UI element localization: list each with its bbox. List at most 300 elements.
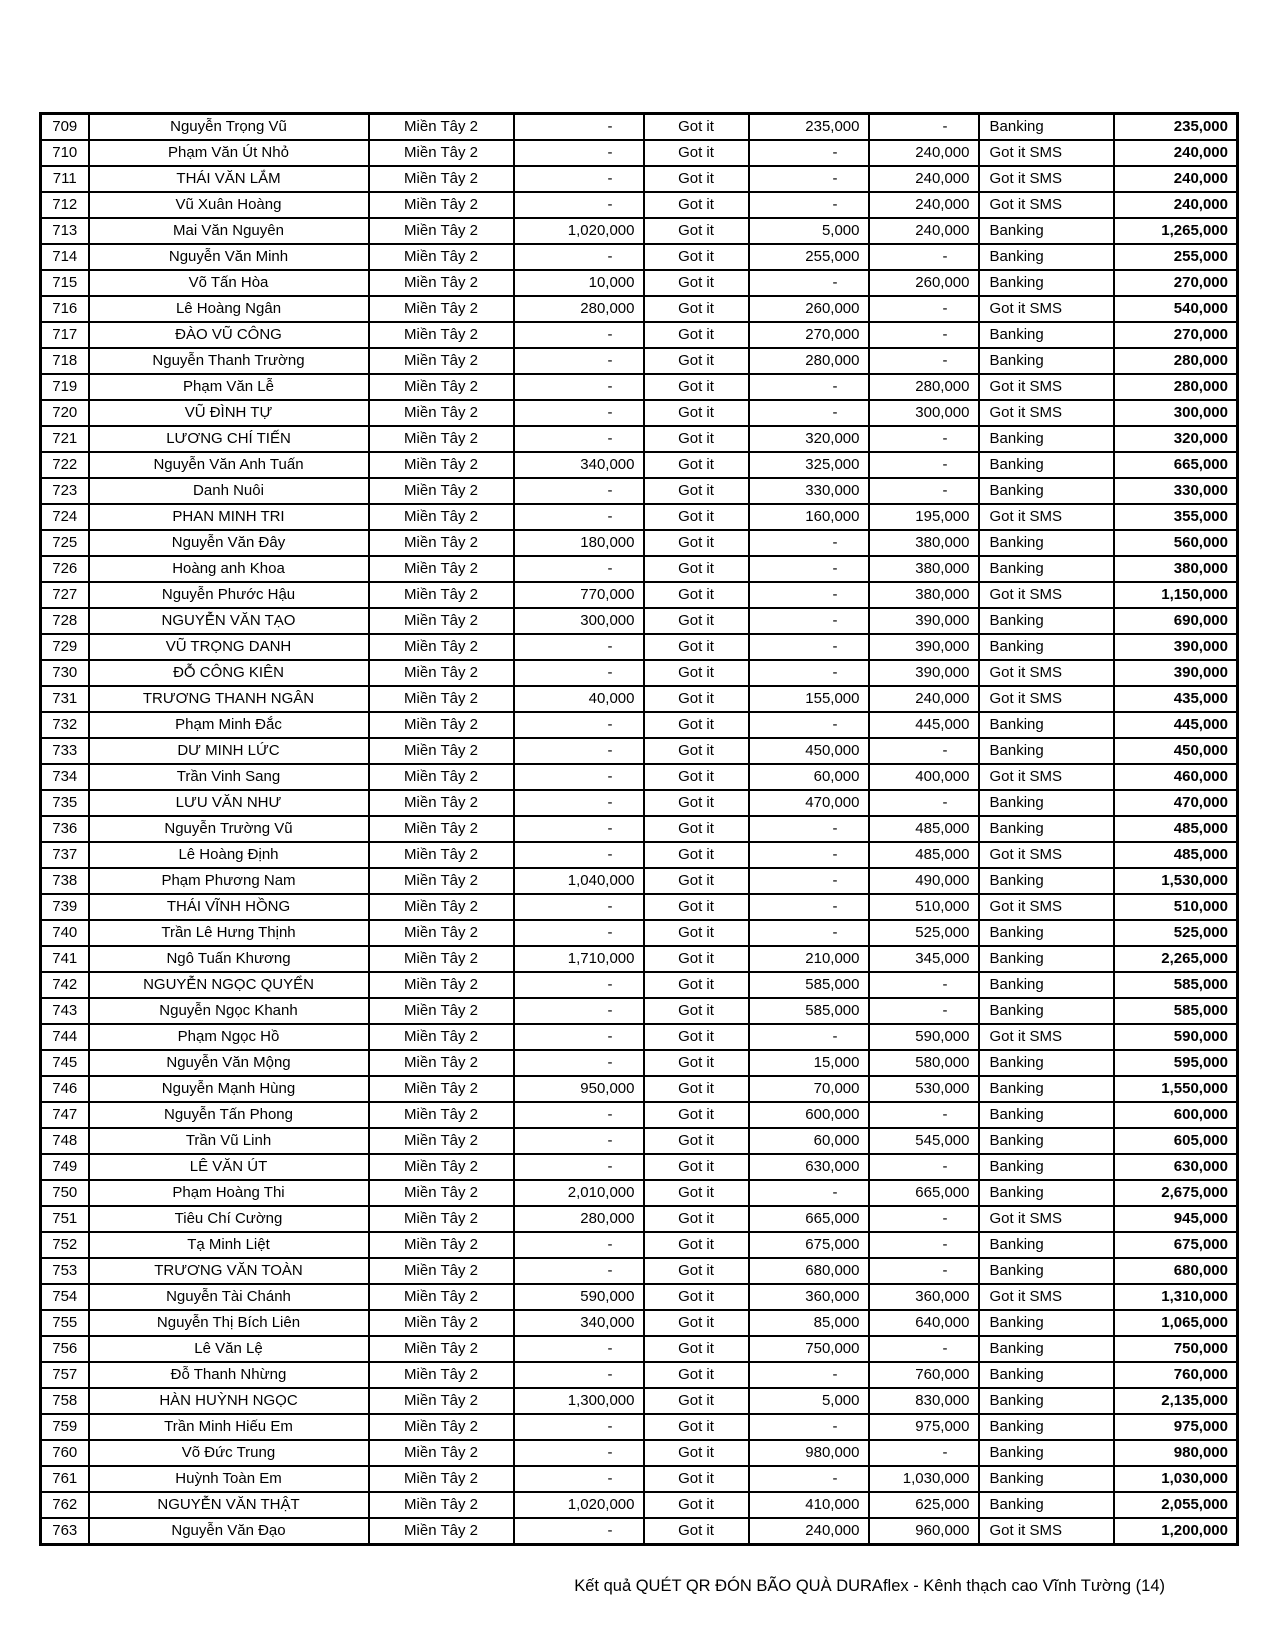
amount-prize-cell: 450,000 — [749, 738, 869, 764]
region-cell: Miền Tây 2 — [369, 946, 514, 972]
amount-prize-cell: 60,000 — [749, 764, 869, 790]
amount-bonus-cell: - — [869, 1206, 979, 1232]
amount-bonus-cell: - — [869, 1336, 979, 1362]
region-cell: Miền Tây 2 — [369, 192, 514, 218]
amount-qr-cell: - — [514, 790, 644, 816]
amount-prize-cell: 235,000 — [749, 114, 869, 141]
amount-prize-cell: 585,000 — [749, 972, 869, 998]
amount-qr-cell: - — [514, 166, 644, 192]
total-cell: 240,000 — [1114, 192, 1238, 218]
region-cell: Miền Tây 2 — [369, 686, 514, 712]
amount-qr-cell: - — [514, 504, 644, 530]
status-cell: Got it — [644, 1388, 749, 1414]
customer-name-cell: Nguyễn Ngọc Khanh — [89, 998, 369, 1024]
customer-name-cell: Võ Đức Trung — [89, 1440, 369, 1466]
amount-prize-cell: - — [749, 400, 869, 426]
amount-bonus-cell: - — [869, 738, 979, 764]
status-cell: Got it — [644, 738, 749, 764]
amount-qr-cell: 10,000 — [514, 270, 644, 296]
amount-prize-cell: 585,000 — [749, 998, 869, 1024]
table-row — [41, 1232, 1238, 1258]
amount-qr-cell: - — [514, 634, 644, 660]
customer-name-cell: Nguyễn Trọng Vũ — [89, 114, 369, 141]
row-number-cell: 755 — [41, 1310, 89, 1336]
customer-name-cell: VŨ ĐÌNH TỰ — [89, 400, 369, 426]
amount-bonus-cell: - — [869, 322, 979, 348]
channel-cell: Banking — [979, 1076, 1114, 1102]
table-row — [41, 842, 1238, 868]
amount-bonus-cell: 760,000 — [869, 1362, 979, 1388]
region-cell: Miền Tây 2 — [369, 582, 514, 608]
table-row — [41, 712, 1238, 738]
row-number-cell: 746 — [41, 1076, 89, 1102]
total-cell: 485,000 — [1114, 842, 1238, 868]
table-row — [41, 348, 1238, 374]
total-cell: 980,000 — [1114, 1440, 1238, 1466]
status-cell: Got it — [644, 1050, 749, 1076]
total-cell: 605,000 — [1114, 1128, 1238, 1154]
amount-qr-cell: - — [514, 1440, 644, 1466]
amount-qr-cell: - — [514, 1336, 644, 1362]
channel-cell: Banking — [979, 1414, 1114, 1440]
amount-qr-cell: 1,020,000 — [514, 1492, 644, 1518]
region-cell: Miền Tây 2 — [369, 322, 514, 348]
table-row — [41, 530, 1238, 556]
status-cell: Got it — [644, 1362, 749, 1388]
row-number-cell: 753 — [41, 1258, 89, 1284]
total-cell: 1,200,000 — [1114, 1518, 1238, 1545]
amount-qr-cell: - — [514, 1102, 644, 1128]
channel-cell: Got it SMS — [979, 1024, 1114, 1050]
amount-bonus-cell: 485,000 — [869, 816, 979, 842]
region-cell: Miền Tây 2 — [369, 920, 514, 946]
table-row — [41, 452, 1238, 478]
total-cell: 600,000 — [1114, 1102, 1238, 1128]
row-number-cell: 739 — [41, 894, 89, 920]
amount-qr-cell: 1,300,000 — [514, 1388, 644, 1414]
customer-name-cell: Nguyễn Trường Vũ — [89, 816, 369, 842]
region-cell: Miền Tây 2 — [369, 1258, 514, 1284]
region-cell: Miền Tây 2 — [369, 348, 514, 374]
region-cell: Miền Tây 2 — [369, 1414, 514, 1440]
table-row — [41, 868, 1238, 894]
channel-cell: Banking — [979, 1128, 1114, 1154]
amount-bonus-cell: - — [869, 452, 979, 478]
status-cell: Got it — [644, 322, 749, 348]
customer-name-cell: TRƯƠNG VĂN TOÀN — [89, 1258, 369, 1284]
amount-prize-cell: - — [749, 374, 869, 400]
total-cell: 945,000 — [1114, 1206, 1238, 1232]
table-row — [41, 1076, 1238, 1102]
table-row — [41, 244, 1238, 270]
status-cell: Got it — [644, 270, 749, 296]
table-row — [41, 582, 1238, 608]
total-cell: 2,135,000 — [1114, 1388, 1238, 1414]
row-number-cell: 722 — [41, 452, 89, 478]
region-cell: Miền Tây 2 — [369, 1206, 514, 1232]
customer-name-cell: Tiêu Chí Cường — [89, 1206, 369, 1232]
total-cell: 585,000 — [1114, 972, 1238, 998]
customer-name-cell: Phạm Hoàng Thi — [89, 1180, 369, 1206]
amount-bonus-cell: 240,000 — [869, 192, 979, 218]
amount-qr-cell: - — [514, 1414, 644, 1440]
region-cell: Miền Tây 2 — [369, 1154, 514, 1180]
customer-name-cell: Nguyễn Văn Anh Tuấn — [89, 452, 369, 478]
customer-name-cell: HÀN HUỲNH NGỌC — [89, 1388, 369, 1414]
table-row — [41, 1128, 1238, 1154]
amount-bonus-cell: 530,000 — [869, 1076, 979, 1102]
region-cell: Miền Tây 2 — [369, 1440, 514, 1466]
table-row — [41, 764, 1238, 790]
table-row — [41, 1050, 1238, 1076]
status-cell: Got it — [644, 712, 749, 738]
row-number-cell: 759 — [41, 1414, 89, 1440]
total-cell: 255,000 — [1114, 244, 1238, 270]
amount-prize-cell: 15,000 — [749, 1050, 869, 1076]
region-cell: Miền Tây 2 — [369, 1284, 514, 1310]
channel-cell: Got it SMS — [979, 582, 1114, 608]
amount-prize-cell: - — [749, 634, 869, 660]
amount-qr-cell: 2,010,000 — [514, 1180, 644, 1206]
results-table — [39, 112, 1239, 1546]
amount-qr-cell: 1,710,000 — [514, 946, 644, 972]
customer-name-cell: LƯU VĂN NHƯ — [89, 790, 369, 816]
total-cell: 665,000 — [1114, 452, 1238, 478]
row-number-cell: 747 — [41, 1102, 89, 1128]
status-cell: Got it — [644, 530, 749, 556]
status-cell: Got it — [644, 1024, 749, 1050]
customer-name-cell: Nguyễn Tài Chánh — [89, 1284, 369, 1310]
channel-cell: Banking — [979, 1102, 1114, 1128]
row-number-cell: 757 — [41, 1362, 89, 1388]
total-cell: 235,000 — [1114, 114, 1238, 141]
amount-bonus-cell: 960,000 — [869, 1518, 979, 1545]
customer-name-cell: Lê Hoàng Ngân — [89, 296, 369, 322]
customer-name-cell: Phạm Minh Đắc — [89, 712, 369, 738]
region-cell: Miền Tây 2 — [369, 660, 514, 686]
table-row — [41, 140, 1238, 166]
customer-name-cell: Tạ Minh Liệt — [89, 1232, 369, 1258]
status-cell: Got it — [644, 1284, 749, 1310]
amount-qr-cell: 300,000 — [514, 608, 644, 634]
amount-prize-cell: 750,000 — [749, 1336, 869, 1362]
channel-cell: Banking — [979, 1362, 1114, 1388]
amount-qr-cell: 40,000 — [514, 686, 644, 712]
amount-qr-cell: - — [514, 842, 644, 868]
row-number-cell: 758 — [41, 1388, 89, 1414]
region-cell: Miền Tây 2 — [369, 296, 514, 322]
amount-bonus-cell: - — [869, 426, 979, 452]
table-row — [41, 894, 1238, 920]
amount-bonus-cell: 280,000 — [869, 374, 979, 400]
table-row — [41, 998, 1238, 1024]
total-cell: 470,000 — [1114, 790, 1238, 816]
amount-prize-cell: - — [749, 1414, 869, 1440]
total-cell: 585,000 — [1114, 998, 1238, 1024]
region-cell: Miền Tây 2 — [369, 1024, 514, 1050]
customer-name-cell: Nguyễn Văn Đạo — [89, 1518, 369, 1545]
table-row — [41, 686, 1238, 712]
channel-cell: Got it SMS — [979, 660, 1114, 686]
amount-prize-cell: - — [749, 166, 869, 192]
customer-name-cell: Trần Vinh Sang — [89, 764, 369, 790]
amount-prize-cell: - — [749, 816, 869, 842]
customer-name-cell: Nguyễn Văn Đây — [89, 530, 369, 556]
row-number-cell: 727 — [41, 582, 89, 608]
channel-cell: Banking — [979, 712, 1114, 738]
amount-bonus-cell: - — [869, 1154, 979, 1180]
amount-prize-cell: - — [749, 868, 869, 894]
row-number-cell: 718 — [41, 348, 89, 374]
region-cell: Miền Tây 2 — [369, 166, 514, 192]
row-number-cell: 744 — [41, 1024, 89, 1050]
amount-qr-cell: 280,000 — [514, 1206, 644, 1232]
channel-cell: Banking — [979, 634, 1114, 660]
status-cell: Got it — [644, 1258, 749, 1284]
customer-name-cell: Huỳnh Toàn Em — [89, 1466, 369, 1492]
status-cell: Got it — [644, 1180, 749, 1206]
amount-qr-cell: - — [514, 1024, 644, 1050]
customer-name-cell: NGUYỄN VĂN THẬT — [89, 1492, 369, 1518]
total-cell: 590,000 — [1114, 1024, 1238, 1050]
row-number-cell: 737 — [41, 842, 89, 868]
amount-bonus-cell: 380,000 — [869, 582, 979, 608]
table-row — [41, 608, 1238, 634]
channel-cell: Got it SMS — [979, 166, 1114, 192]
amount-qr-cell: 1,040,000 — [514, 868, 644, 894]
amount-qr-cell: - — [514, 244, 644, 270]
customer-name-cell: DƯ MINH LỨC — [89, 738, 369, 764]
region-cell: Miền Tây 2 — [369, 894, 514, 920]
total-cell: 510,000 — [1114, 894, 1238, 920]
amount-prize-cell: - — [749, 556, 869, 582]
total-cell: 280,000 — [1114, 374, 1238, 400]
region-cell: Miền Tây 2 — [369, 426, 514, 452]
amount-bonus-cell: 830,000 — [869, 1388, 979, 1414]
amount-prize-cell: 5,000 — [749, 218, 869, 244]
amount-prize-cell: - — [749, 660, 869, 686]
status-cell: Got it — [644, 660, 749, 686]
total-cell: 390,000 — [1114, 660, 1238, 686]
total-cell: 2,675,000 — [1114, 1180, 1238, 1206]
total-cell: 975,000 — [1114, 1414, 1238, 1440]
amount-qr-cell: 180,000 — [514, 530, 644, 556]
amount-prize-cell: 270,000 — [749, 322, 869, 348]
channel-cell: Banking — [979, 1492, 1114, 1518]
region-cell: Miền Tây 2 — [369, 1310, 514, 1336]
status-cell: Got it — [644, 842, 749, 868]
amount-prize-cell: 665,000 — [749, 1206, 869, 1232]
region-cell: Miền Tây 2 — [369, 868, 514, 894]
region-cell: Miền Tây 2 — [369, 608, 514, 634]
channel-cell: Got it SMS — [979, 1206, 1114, 1232]
channel-cell: Banking — [979, 816, 1114, 842]
total-cell: 240,000 — [1114, 166, 1238, 192]
table-row — [41, 946, 1238, 972]
total-cell: 2,055,000 — [1114, 1492, 1238, 1518]
total-cell: 1,065,000 — [1114, 1310, 1238, 1336]
table-row — [41, 1388, 1238, 1414]
table-row — [41, 1258, 1238, 1284]
total-cell: 595,000 — [1114, 1050, 1238, 1076]
region-cell: Miền Tây 2 — [369, 1050, 514, 1076]
amount-qr-cell: 1,020,000 — [514, 218, 644, 244]
amount-bonus-cell: - — [869, 478, 979, 504]
table-row — [41, 504, 1238, 530]
status-cell: Got it — [644, 1076, 749, 1102]
channel-cell: Banking — [979, 1180, 1114, 1206]
table-row — [41, 1024, 1238, 1050]
channel-cell: Banking — [979, 1154, 1114, 1180]
status-cell: Got it — [644, 1206, 749, 1232]
status-cell: Got it — [644, 1414, 749, 1440]
region-cell: Miền Tây 2 — [369, 1466, 514, 1492]
amount-qr-cell: 590,000 — [514, 1284, 644, 1310]
row-number-cell: 714 — [41, 244, 89, 270]
status-cell: Got it — [644, 634, 749, 660]
total-cell: 1,150,000 — [1114, 582, 1238, 608]
region-cell: Miền Tây 2 — [369, 1232, 514, 1258]
row-number-cell: 748 — [41, 1128, 89, 1154]
amount-prize-cell: 410,000 — [749, 1492, 869, 1518]
status-cell: Got it — [644, 478, 749, 504]
total-cell: 445,000 — [1114, 712, 1238, 738]
table-row — [41, 218, 1238, 244]
status-cell: Got it — [644, 608, 749, 634]
status-cell: Got it — [644, 192, 749, 218]
table-row — [41, 1362, 1238, 1388]
amount-bonus-cell: 445,000 — [869, 712, 979, 738]
total-cell: 240,000 — [1114, 140, 1238, 166]
row-number-cell: 713 — [41, 218, 89, 244]
customer-name-cell: Ngô Tuấn Khương — [89, 946, 369, 972]
channel-cell: Got it SMS — [979, 842, 1114, 868]
status-cell: Got it — [644, 582, 749, 608]
amount-qr-cell: 280,000 — [514, 296, 644, 322]
row-number-cell: 751 — [41, 1206, 89, 1232]
row-number-cell: 733 — [41, 738, 89, 764]
status-cell: Got it — [644, 452, 749, 478]
amount-qr-cell: - — [514, 894, 644, 920]
amount-bonus-cell: 390,000 — [869, 634, 979, 660]
customer-name-cell: Phạm Ngọc Hồ — [89, 1024, 369, 1050]
page-footer-caption: Kết quả QUÉT QR ĐÓN BÃO QUÀ DURAflex - Kênh thạch cao Vĩnh Tường (14) — [574, 1577, 1165, 1595]
total-cell: 680,000 — [1114, 1258, 1238, 1284]
channel-cell: Banking — [979, 1258, 1114, 1284]
channel-cell: Banking — [979, 1310, 1114, 1336]
row-number-cell: 738 — [41, 868, 89, 894]
amount-bonus-cell: - — [869, 114, 979, 141]
row-number-cell: 760 — [41, 1440, 89, 1466]
channel-cell: Banking — [979, 1050, 1114, 1076]
amount-prize-cell: - — [749, 530, 869, 556]
region-cell: Miền Tây 2 — [369, 738, 514, 764]
amount-qr-cell: - — [514, 998, 644, 1024]
customer-name-cell: Nguyễn Văn Mộng — [89, 1050, 369, 1076]
region-cell: Miền Tây 2 — [369, 1128, 514, 1154]
channel-cell: Banking — [979, 218, 1114, 244]
channel-cell: Got it SMS — [979, 764, 1114, 790]
channel-cell: Got it SMS — [979, 504, 1114, 530]
customer-name-cell: LƯƠNG CHÍ TIẾN — [89, 426, 369, 452]
amount-bonus-cell: - — [869, 1258, 979, 1284]
channel-cell: Banking — [979, 556, 1114, 582]
amount-prize-cell: 320,000 — [749, 426, 869, 452]
total-cell: 750,000 — [1114, 1336, 1238, 1362]
amount-bonus-cell: - — [869, 790, 979, 816]
amount-bonus-cell: 1,030,000 — [869, 1466, 979, 1492]
row-number-cell: 720 — [41, 400, 89, 426]
customer-name-cell: Trần Vũ Linh — [89, 1128, 369, 1154]
amount-bonus-cell: 490,000 — [869, 868, 979, 894]
total-cell: 1,310,000 — [1114, 1284, 1238, 1310]
channel-cell: Banking — [979, 530, 1114, 556]
amount-bonus-cell: 195,000 — [869, 504, 979, 530]
table-row — [41, 634, 1238, 660]
table-row — [41, 1414, 1238, 1440]
table-row — [41, 426, 1238, 452]
table-row — [41, 972, 1238, 998]
channel-cell: Banking — [979, 270, 1114, 296]
total-cell: 355,000 — [1114, 504, 1238, 530]
amount-prize-cell: 600,000 — [749, 1102, 869, 1128]
customer-name-cell: Nguyễn Phước Hậu — [89, 582, 369, 608]
customer-name-cell: TRƯƠNG THANH NGÂN — [89, 686, 369, 712]
row-number-cell: 750 — [41, 1180, 89, 1206]
customer-name-cell: THÁI VĂN LẮM — [89, 166, 369, 192]
row-number-cell: 743 — [41, 998, 89, 1024]
status-cell: Got it — [644, 972, 749, 998]
region-cell: Miền Tây 2 — [369, 530, 514, 556]
table-row — [41, 920, 1238, 946]
total-cell: 2,265,000 — [1114, 946, 1238, 972]
customer-name-cell: NGUYỄN VĂN TẠO — [89, 608, 369, 634]
amount-qr-cell: - — [514, 114, 644, 141]
customer-name-cell: Võ Tấn Hòa — [89, 270, 369, 296]
amount-qr-cell: - — [514, 348, 644, 374]
amount-prize-cell: - — [749, 894, 869, 920]
status-cell: Got it — [644, 1154, 749, 1180]
channel-cell: Banking — [979, 452, 1114, 478]
row-number-cell: 745 — [41, 1050, 89, 1076]
amount-qr-cell: 950,000 — [514, 1076, 644, 1102]
row-number-cell: 725 — [41, 530, 89, 556]
customer-name-cell: Nguyễn Văn Minh — [89, 244, 369, 270]
amount-bonus-cell: 545,000 — [869, 1128, 979, 1154]
amount-prize-cell: 210,000 — [749, 946, 869, 972]
row-number-cell: 731 — [41, 686, 89, 712]
total-cell: 270,000 — [1114, 270, 1238, 296]
channel-cell: Banking — [979, 972, 1114, 998]
region-cell: Miền Tây 2 — [369, 140, 514, 166]
channel-cell: Banking — [979, 244, 1114, 270]
row-number-cell: 724 — [41, 504, 89, 530]
amount-prize-cell: - — [749, 920, 869, 946]
status-cell: Got it — [644, 1518, 749, 1545]
region-cell: Miền Tây 2 — [369, 400, 514, 426]
amount-bonus-cell: 580,000 — [869, 1050, 979, 1076]
total-cell: 460,000 — [1114, 764, 1238, 790]
amount-bonus-cell: 485,000 — [869, 842, 979, 868]
amount-prize-cell: 280,000 — [749, 348, 869, 374]
table-row — [41, 738, 1238, 764]
table-row — [41, 1154, 1238, 1180]
amount-prize-cell: 240,000 — [749, 1518, 869, 1545]
customer-name-cell: Trần Minh Hiếu Em — [89, 1414, 369, 1440]
status-cell: Got it — [644, 946, 749, 972]
channel-cell: Banking — [979, 478, 1114, 504]
amount-qr-cell: - — [514, 1518, 644, 1545]
